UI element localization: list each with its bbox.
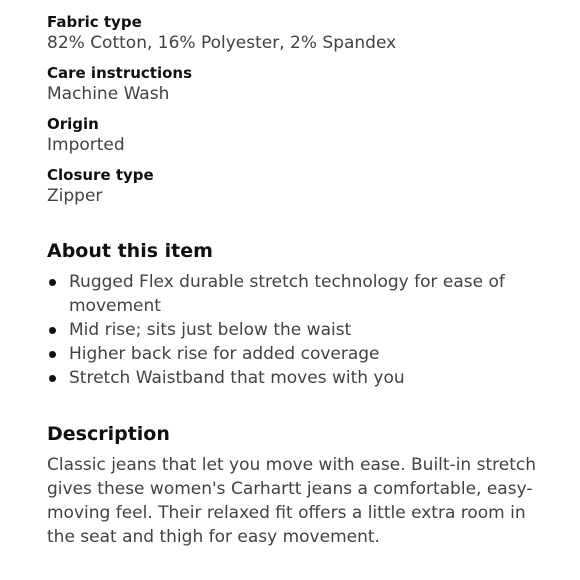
spec-value: 82% Cotton, 16% Polyester, 2% Spandex [47,33,397,53]
spec-value: Machine Wash [47,84,170,104]
spec-value: Imported [47,135,125,155]
list-item [47,342,558,366]
spec-label: Closure type [47,166,154,184]
spec-origin [47,114,558,156]
spec-value: Zipper [47,186,103,206]
spec-label: Origin [47,115,99,133]
list-item [47,318,558,342]
bullet-text: Stretch Waistband that moves with you [69,368,405,388]
list-item [47,366,558,390]
list-item [47,270,558,318]
spec-closure-type [47,165,558,207]
spec-label: Care instructions [47,64,193,82]
bullet-dot-icon [49,327,56,334]
bullet-dot-icon [49,351,56,358]
bullet-text: Higher back rise for added coverage [69,344,380,364]
spec-label: Fabric type [47,13,142,31]
spec-fabric-type [47,12,558,54]
bullet-dot-icon [49,375,56,382]
bullet-text: Rugged Flex durable stretch technology for ease of movement [69,272,505,316]
bullet-dot-icon [49,279,56,286]
description-heading: Description [47,423,170,445]
bullet-text: Mid rise; sits just below the waist [69,320,352,340]
about-bullet-list [47,270,558,390]
about-this-item-heading: About this item [47,240,213,262]
spec-care-instructions [47,63,558,105]
description-text: Classic jeans that let you move with ease. Built-in stretch gives these women's Carhartt jeans a comfortable, easy-moving feel. Their relaxed fit offers a little extra room in the seat and thigh for easy movement. [47,455,536,547]
